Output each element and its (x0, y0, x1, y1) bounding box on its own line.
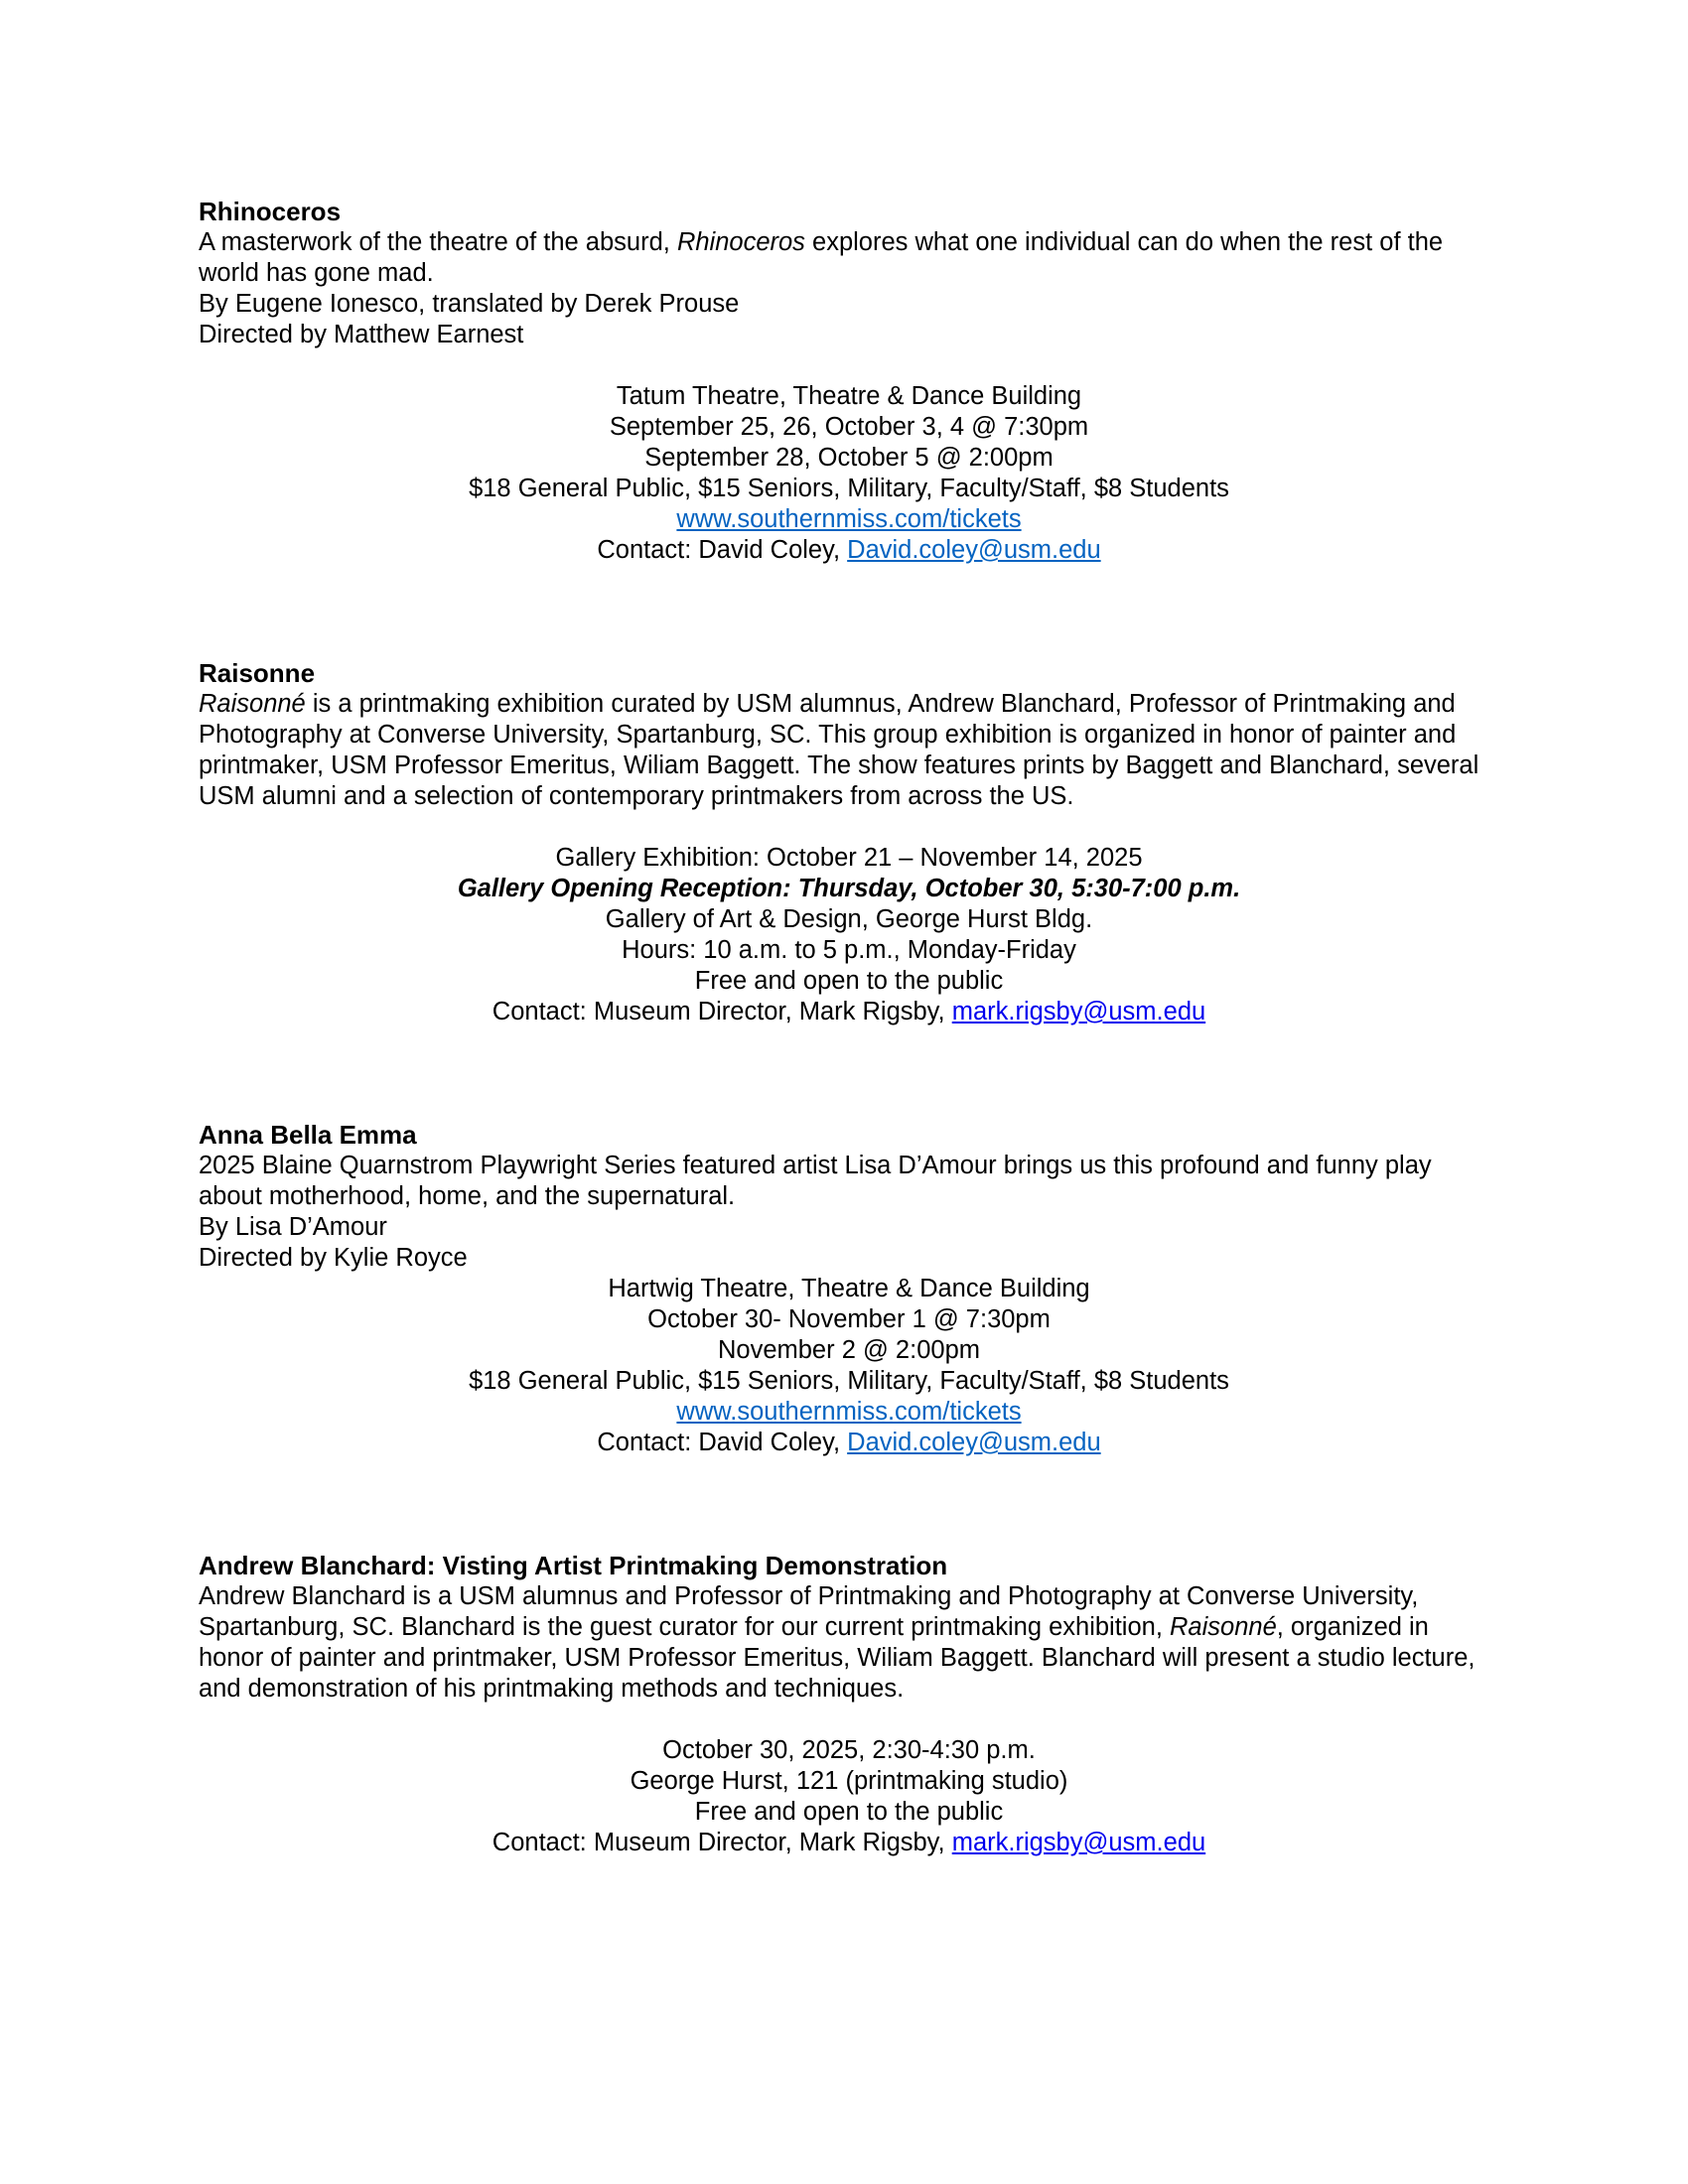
contact-email-link[interactable]: David.coley@usm.edu (847, 536, 1101, 564)
description-text: is a printmaking exhibition curated by USM alumnus, Andrew Blanchard, Professor of Printmaking and Photography at Converse University, Spartanburg, SC. This group exhibition is organized in honor of painter and printmaker, USM Professor Emeritus, Wiliam Baggett. The show features prints by Baggett and Blanchard, several USM alumni and a selection of contemporary printmakers from across the US. (199, 690, 1479, 810)
event-title: Anna Bella Emma (199, 1120, 417, 1150)
contact-label: Contact: David Coley, (597, 1429, 848, 1456)
event-contact (199, 997, 1499, 1027)
event-director: Directed by Matthew Earnest (199, 321, 524, 348)
event-title: Raisonne (199, 658, 316, 688)
contact-label: Contact: David Coley, (597, 536, 848, 564)
event-dates: November 2 @ 2:00pm (717, 1336, 980, 1364)
event-dates: September 25, 26, October 3, 4 @ 7:30pm (609, 413, 1089, 441)
event-venue: Gallery of Art & Design, George Hurst Bldg. (605, 905, 1093, 933)
description-text: , organized in honor of painter and printmaker, USM Professor Emeritus, Wiliam Baggett. Blanchard will present a studio lecture, and demonstration of his printmaking methods and techniques. (199, 1613, 1476, 1703)
event-details (199, 381, 1499, 566)
event-contact (199, 1828, 1499, 1858)
event-anna-bella-emma (199, 1120, 1499, 1458)
event-raisonne (199, 658, 1499, 1027)
description-text: explores what one individual can do when the rest of the world has gone mad. (199, 228, 1444, 287)
event-description (199, 1581, 1499, 1705)
contact-email-link[interactable]: mark.rigsby@usm.edu (951, 1829, 1206, 1856)
description-italic-title: Raisonné (199, 690, 306, 718)
contact-label: Contact: Museum Director, Mark Rigsby, (492, 1829, 952, 1856)
event-hours: Hours: 10 a.m. to 5 p.m., Monday-Friday (622, 936, 1076, 964)
event-details (199, 1735, 1499, 1858)
event-prices: $18 General Public, $15 Seniors, Military, Faculty/Staff, $8 Students (469, 475, 1229, 502)
event-description (199, 227, 1499, 289)
event-rhinoceros (199, 197, 1499, 566)
event-venue: Hartwig Theatre, Theatre & Dance Building (608, 1275, 1090, 1302)
event-contact (199, 535, 1499, 566)
contact-email-link[interactable]: David.coley@usm.edu (847, 1429, 1101, 1456)
description-text: Andrew Blanchard is a USM alumnus and Professor of Printmaking and Photography at Converse University, Spartanburg, SC. Blanchard is the guest curator for our current printmaking exhibition, (199, 1582, 1419, 1641)
event-title: Rhinoceros (199, 197, 342, 226)
event-exhibition-dates: Gallery Exhibition: October 21 – November 14, 2025 (555, 844, 1143, 872)
event-details (199, 843, 1499, 1027)
tickets-link[interactable]: www.southernmiss.com/tickets (676, 505, 1022, 533)
event-reception: Gallery Opening Reception: Thursday, October 30, 5:30-7:00 p.m. (457, 875, 1241, 902)
event-author: By Lisa D’Amour (199, 1213, 387, 1241)
contact-email-link[interactable]: mark.rigsby@usm.edu (951, 998, 1206, 1025)
description-italic-title: Rhinoceros (676, 228, 805, 256)
event-venue: George Hurst, 121 (printmaking studio) (630, 1767, 1068, 1795)
event-datetime: October 30, 2025, 2:30-4:30 p.m. (662, 1736, 1036, 1764)
event-director: Directed by Kylie Royce (199, 1244, 468, 1272)
tickets-link[interactable]: www.southernmiss.com/tickets (676, 1398, 1022, 1426)
description-italic-title: Raisonné (1170, 1613, 1277, 1641)
event-contact (199, 1428, 1499, 1458)
event-dates: September 28, October 5 @ 2:00pm (644, 444, 1054, 472)
document-page (199, 197, 1499, 1858)
contact-label: Contact: Museum Director, Mark Rigsby, (492, 998, 952, 1025)
event-author: By Eugene Ionesco, translated by Derek Prouse (199, 290, 740, 318)
event-blanchard-demo (199, 1551, 1499, 1858)
event-description (199, 689, 1499, 812)
event-details (199, 1274, 1499, 1458)
event-prices: $18 General Public, $15 Seniors, Military, Faculty/Staff, $8 Students (469, 1367, 1229, 1395)
event-description: 2025 Blaine Quarnstrom Playwright Series featured artist Lisa D’Amour brings us this profound and funny play about motherhood, home, and the supernatural. (199, 1152, 1432, 1210)
event-admission: Free and open to the public (694, 1798, 1004, 1826)
description-text: A masterwork of the theatre of the absurd, (199, 228, 677, 256)
event-dates: October 30- November 1 @ 7:30pm (647, 1305, 1051, 1333)
event-title: Andrew Blanchard: Visting Artist Printmaking Demonstration (199, 1551, 948, 1580)
event-admission: Free and open to the public (694, 967, 1004, 995)
event-venue: Tatum Theatre, Theatre & Dance Building (616, 382, 1082, 410)
